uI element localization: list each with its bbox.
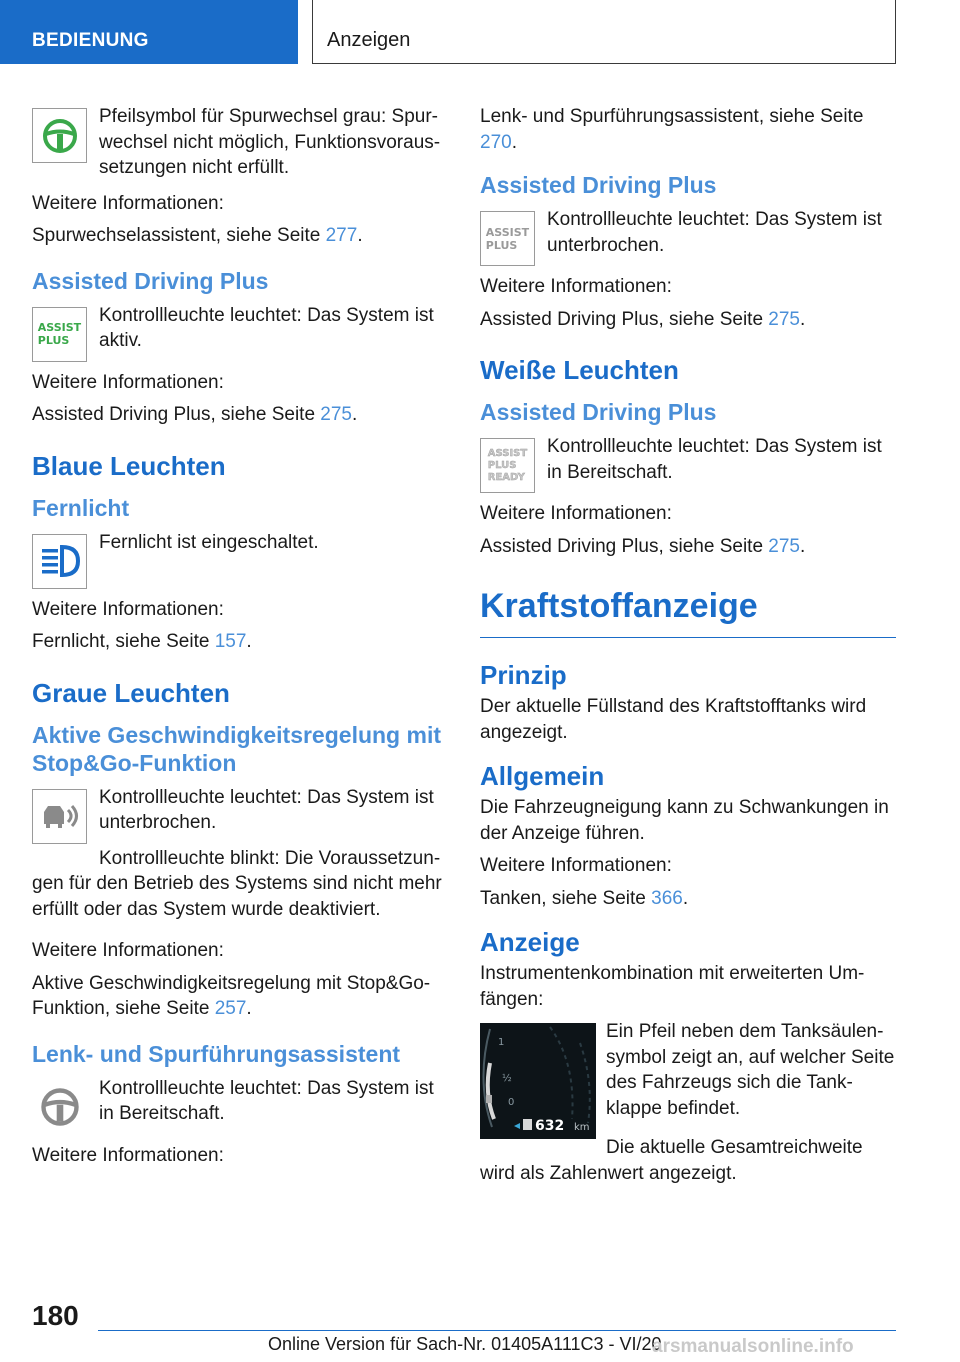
more-info-label: Weitere Informationen: (32, 598, 224, 620)
acc-text-steady: Kontrollleuchte leuchtet: Das System ist unterbrochen. (99, 786, 434, 833)
more-info-label: Weitere Informationen: (480, 855, 672, 876)
range-text: Die aktuelle Gesamtreichweite wird als Zahlenwert angezeigt. (480, 1137, 863, 1184)
heading-steering-lane-assist: Lenk- und Spurführungsassistent (32, 1040, 401, 1067)
more-info-label: Weitere Informationen: (480, 276, 672, 297)
footer-rule (98, 1330, 896, 1331)
fuel-cluster-image (480, 1023, 596, 1139)
page-number: 180 (32, 1300, 79, 1331)
page-link-157[interactable]: 157 (214, 631, 247, 652)
adp-ready-text: Kontrollleuchte leuchtet: Das System ist in Bereitschaft. (547, 436, 882, 483)
heading-blue-lights: Blaue Leuchten (32, 450, 226, 481)
heading-assisted-driving-plus-white: Assisted Driving Plus (480, 399, 717, 425)
reference-refuel: Tanken, siehe Seite 366. (480, 887, 689, 909)
fuel-pump-small-icon (486, 1095, 492, 1103)
adp-active-block (32, 303, 450, 360)
acc-block (32, 785, 450, 842)
heading-display: Anzeige (480, 927, 580, 957)
more-info-label: Weitere Informationen: (480, 503, 672, 524)
page-link-257[interactable]: 257 (214, 998, 247, 1019)
steering-wheel-grey-icon (32, 1080, 87, 1135)
assist-plus-grey-icon: ASSIST PLUS (480, 211, 535, 266)
reference-lsa: Lenk- und Spurführungsassistent, siehe Seite 270. (480, 106, 864, 153)
cluster-range-unit: km (574, 1122, 590, 1133)
heading-grey-lights: Graue Leuchten (32, 677, 230, 708)
page-link-270[interactable]: 270 (480, 131, 512, 153)
chapter-title: Anzeigen (312, 0, 896, 64)
adp-interrupted-text: Kontrollleuchte leuchtet: Das System ist unterbrochen. (547, 209, 882, 256)
right-column (480, 104, 896, 1193)
high-beam-text: Fernlicht ist eingeschaltet. (99, 531, 319, 553)
fuel-door-arrow-icon (514, 1123, 520, 1129)
heading-fuel-gauge: Kraftstoffanzeige (480, 587, 758, 625)
heading-high-beam: Fernlicht (32, 494, 130, 521)
page-link-275[interactable]: 275 (768, 535, 800, 557)
section-tab: BEDIENUNG (0, 0, 298, 64)
heading-general: Allgemein (480, 761, 605, 791)
general-text: Die Fahrzeugneigung kann zu Schwankungen in der Anzeige führen. (480, 797, 889, 844)
lsa-block (32, 1076, 450, 1133)
footer-online-version: Online Version für Sach-Nr. 01405A111C3 - VI/20 (268, 1334, 662, 1354)
high-beam-icon (32, 534, 87, 589)
cluster-range-value: 632 (535, 1118, 565, 1134)
more-info-label: Weitere Informationen: (32, 192, 224, 214)
left-column (32, 104, 450, 1175)
adp-active-text: Kontrollleuchte leuchtet: Das System ist aktiv. (99, 304, 434, 351)
lsa-text: Kontrollleuchte leuchtet: Das System ist in Bereitschaft. (99, 1077, 434, 1124)
reference-high-beam: Fernlicht, siehe Seite 157. (32, 631, 252, 652)
more-info-label: Weitere Informationen: (32, 940, 224, 961)
reference-lane-assist: Spurwechselassistent, siehe Seite 277. (32, 225, 363, 246)
reference-adp-2: Assisted Driving Plus, siehe Seite 275. (480, 308, 806, 330)
steering-wheel-green-icon (32, 108, 87, 163)
page-link-366[interactable]: 366 (651, 887, 683, 909)
acc-text-blinking: Kontrollleuchte blinkt: Die Voraussetzungen für den Betrieb des Systems sind nicht mehr erfüllt oder das System wurde deaktiviert. (32, 847, 442, 920)
acc-grey-icon (32, 789, 87, 844)
heading-white-lights: Weiße Leuchten (480, 355, 679, 385)
reference-adp: Assisted Driving Plus, siehe Seite 275. (32, 404, 358, 425)
more-info-label: Weitere Informationen: (32, 1144, 224, 1166)
assist-plus-green-icon: ASSIST PLUS (32, 307, 87, 362)
fuel-arrow-text: Ein Pfeil neben dem Tanksäulensymbol zeigt an, auf welcher Seite des Fahrzeugs sich die Tankklappe befindet. (606, 1021, 895, 1119)
reference-adp-3: Assisted Driving Plus, siehe Seite 275. (480, 535, 806, 557)
heading-principle: Prinzip (480, 660, 567, 690)
adp-interrupted-block (480, 207, 896, 264)
fuel-pump-icon (523, 1119, 532, 1130)
more-info-label: Weitere Informationen: (32, 371, 224, 393)
fuel-cluster-block (480, 1019, 896, 1135)
reference-acc: Aktive Geschwindigkeitsregelung mit Stop&Go-Funktion, siehe Seite 257. (32, 972, 431, 1019)
lane-change-block (32, 104, 450, 181)
lane-change-text: Pfeilsymbol für Spurwechsel grau: Spurwechsel nicht möglich, Funktionsvoraussetzungen nicht erfüllt. (99, 106, 441, 178)
high-beam-block (32, 530, 450, 587)
assist-plus-ready-icon: ASSIST PLUS READY (480, 438, 535, 493)
page-link-275[interactable]: 275 (768, 308, 800, 330)
heading-acc-stop-go: Aktive Geschwindigkeitsregelung mit Stop&Go-Funktion (32, 721, 441, 776)
page-link-275[interactable]: 275 (320, 404, 352, 425)
heading-assisted-driving-plus: Assisted Driving Plus (32, 267, 269, 294)
adp-ready-block (480, 434, 896, 491)
heading-assisted-driving-plus-grey: Assisted Driving Plus (480, 172, 717, 198)
cluster-tick-empty: 0 (508, 1097, 515, 1108)
heading-rule (480, 637, 896, 638)
cluster-tick-full: 1 (498, 1037, 505, 1048)
watermark: arsmanualsonline.info (652, 1336, 854, 1357)
cluster-tick-half: ½ (502, 1073, 512, 1084)
page-link-277[interactable]: 277 (325, 225, 358, 246)
display-text: Instrumentenkombination mit erweiterten Umfängen: (480, 963, 865, 1010)
principle-text: Der aktuelle Füllstand des Kraftstofftanks wird angezeigt. (480, 696, 867, 743)
